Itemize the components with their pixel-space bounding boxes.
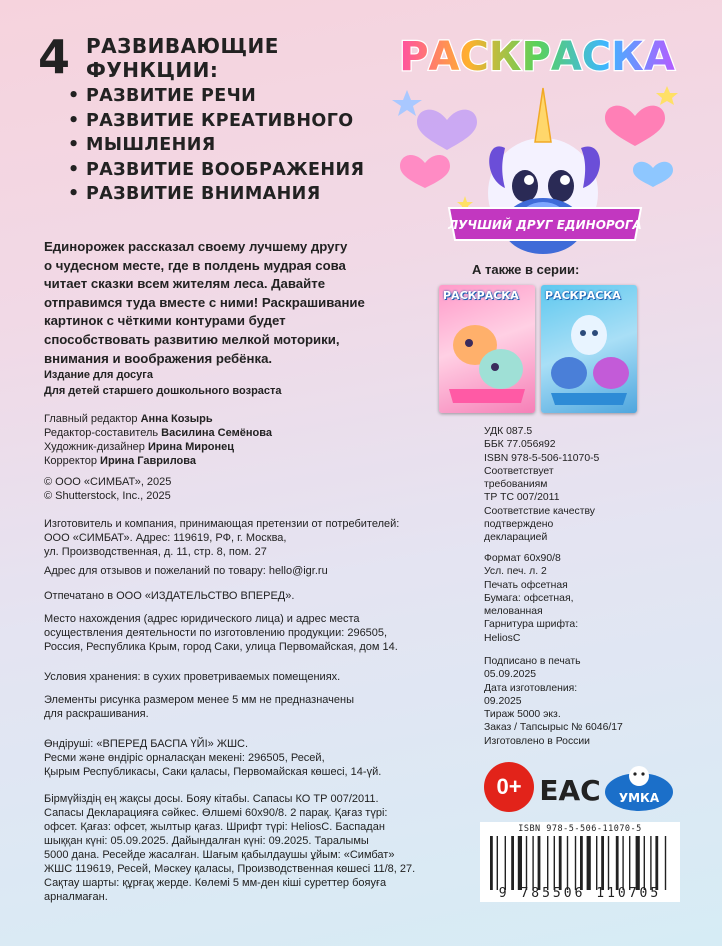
edition-info — [44, 368, 464, 398]
barcode-bar — [616, 836, 619, 890]
brand-text: УМКА — [618, 791, 660, 805]
description-line: внимания и воображения ребёнка. — [44, 350, 273, 366]
tech-line: Гарнитура шрифта: — [484, 619, 579, 631]
kazakh-line: арналмаған. — [44, 891, 108, 903]
credit-name: Василина Семёнова — [161, 427, 272, 439]
copyright — [44, 475, 464, 503]
tech-line: HeliosC — [484, 632, 521, 644]
pony-illustration — [439, 285, 535, 413]
manufacturer-line: ул. Производственная, д. 11, стр. 8, пом. 27 — [44, 546, 267, 558]
tech-line: ТР ТС 007/2011 — [484, 492, 560, 504]
tech-line: подтверждено — [484, 519, 554, 531]
function-item-continuation — [66, 133, 364, 158]
barcode-bar — [601, 836, 604, 890]
function-item: • РАЗВИТИЕ ВООБРАЖЕНИЯ — [66, 158, 364, 183]
tech-line: Заказ / Тапсырыс № 6046/17 — [484, 722, 623, 734]
kazakh-line: Сапасы Декларацияға сәйкес. Өлшемі 60х90/8. 2 парақ. Қағаз түрі: — [44, 807, 388, 819]
functions-title — [86, 34, 286, 82]
tech-line: 05.09.2025 — [484, 669, 537, 681]
tech-line: требованиям — [484, 479, 548, 491]
description-line: читает сказки всем жителям леса. Давайте — [44, 276, 326, 292]
tech-line: ISBN 978-5-506-11070-5 — [484, 452, 600, 464]
function-item-text: МЫШЛЕНИЯ — [86, 135, 216, 155]
age-rating-badge: 0+ — [484, 762, 534, 812]
barcode-bar — [532, 836, 533, 890]
barcode-bar — [554, 836, 555, 890]
barcode-digits: 9 785506 110705 — [498, 886, 662, 901]
manufacturer-line: ООО «СИМБАТ». Адрес: 119619, РФ, г. Москва, — [44, 532, 287, 544]
certification-badges — [484, 762, 684, 814]
barcode-bar — [596, 836, 597, 890]
kazakh-product-info — [44, 792, 464, 904]
barcode — [480, 822, 680, 902]
barcode-bar — [505, 836, 506, 890]
barcode-bar — [490, 836, 493, 890]
princess-illustration — [541, 285, 637, 413]
barcode-bar — [518, 836, 522, 890]
functions-count: 4 — [38, 30, 71, 84]
barcode-bar — [622, 836, 623, 890]
barcode-bar — [608, 836, 609, 890]
credit-role: Корректор — [44, 455, 97, 467]
credit-row — [44, 426, 464, 440]
function-item: • РАЗВИТИЕ РЕЧИ — [66, 84, 364, 109]
credit-row — [44, 454, 464, 468]
series-book-cover — [439, 285, 535, 413]
kazakh-line: Сақтау шарты: құрғақ жерде. Көлемі 5 мм-ден кіші суреттер бояуға — [44, 877, 387, 889]
barcode-bar — [559, 836, 562, 890]
edition-line: Издание для досуга — [44, 369, 153, 381]
barcode-bar — [665, 836, 666, 890]
location-line: осуществления деятельности по изготовлению продукции: 296505, — [44, 627, 388, 639]
production-location — [44, 612, 464, 654]
tech-block-3 — [484, 655, 674, 748]
kazakh-line: офсет. Қағаз: офсет, жылтыр қағаз. Шрифт түрі: HeliosC. Баспадан — [44, 821, 385, 833]
logo-text: РАСКРАСКА — [399, 34, 675, 80]
manufacturer-info — [44, 517, 464, 559]
subtitle-banner-text: ЛУЧШИЙ ДРУГ ЕДИНОРОГА — [448, 218, 642, 232]
tech-line: декларацией — [484, 532, 548, 544]
kazakh-line: Қырым Республикасы, Саки қаласы, Первомайская көшесі, 14-үй. — [44, 766, 382, 778]
barcode-bar — [655, 836, 658, 890]
storage-conditions: Условия хранения: в сухих проветриваемых помещениях. — [44, 671, 341, 683]
manufacturer-line: Изготовитель и компания, принимающая претензии от потребителей: — [44, 518, 400, 530]
credit-row — [44, 440, 464, 454]
barcode-bar — [497, 836, 498, 890]
functions-title-line: ФУНКЦИИ: — [86, 58, 219, 82]
location-line: Место нахождения (адрес юридического лица) и адрес места — [44, 613, 360, 625]
tech-line: Соответствие качеству — [484, 505, 595, 517]
tech-block-1 — [484, 425, 674, 545]
feedback-address: Адрес для отзывов и пожеланий по товару: hello@igr.ru — [44, 565, 328, 577]
barcode-bar — [644, 836, 645, 890]
barcode-bar — [629, 836, 630, 890]
tech-line: Изготовлено в России — [484, 735, 590, 747]
tech-line: Тираж 5000 экз. — [484, 709, 561, 721]
kazakh-line: Ресми және өндіріс орналасқан мекені: 296505, Ресей, — [44, 752, 325, 764]
kazakh-line: шыққан күні: 05.09.2025. Дайындалған күні: 09.2025. Таралымы — [44, 835, 369, 847]
description-line: отправимся туда вместе с ними! Раскрашивание — [44, 294, 365, 310]
tech-line: 09.2025 — [484, 695, 522, 707]
tech-line: Бумага: офсетная, — [484, 592, 574, 604]
functions-title-line: РАЗВИВАЮЩИЕ — [86, 34, 279, 58]
description-line: Единорожек рассказал своему лучшему другу — [44, 239, 348, 254]
kazakh-manufacturer — [44, 737, 464, 779]
description-line: картинок с чёткими контурами будет — [44, 313, 286, 329]
description-line: о чудесном месте, где в полдень мудрая сова — [44, 257, 346, 273]
tech-line: Формат 60х90/8 — [484, 553, 561, 564]
description-line: способствовать развитию мелкой моторики, — [44, 331, 340, 347]
barcode-bar — [650, 836, 651, 890]
kazakh-line: Өндіруші: «ВПЕРЕД БАСПА ҮЙІ» ЖШС. — [44, 738, 249, 750]
tech-line: Печать офсетная — [484, 579, 568, 591]
barcode-bar — [547, 836, 548, 890]
function-item: • РАЗВИТИЕ КРЕАТИВНОГО — [66, 109, 364, 134]
credit-role: Редактор-составитель — [44, 427, 159, 439]
elements-note-line: Элементы рисунка размером менее 5 мм не предназначены — [44, 694, 354, 706]
tech-line: Усл. печ. л. 2 — [484, 566, 547, 578]
tech-line: Соответствует — [484, 465, 554, 477]
credit-row — [44, 412, 464, 426]
kazakh-line: 5000 дана. Ресейде жасалған. Шағым қабылдаушы ұйым: «Симбат» — [44, 849, 395, 861]
credit-role: Главный редактор — [44, 413, 138, 425]
credit-name: Ирина Миронец — [147, 441, 235, 453]
tech-line: ББК 77.056я92 — [484, 439, 556, 451]
credit-name: Анна Козырь — [140, 413, 213, 425]
copyright-line: © ООО «СИМБАТ», 2025 — [44, 476, 172, 488]
barcode-bar — [636, 836, 640, 890]
barcode-bar — [580, 836, 583, 890]
kazakh-line: ЖШС 119619, Ресей, Мәскеу қаласы, Производственная көшесі 11/8, 27. — [44, 863, 416, 875]
unicorn-illustration — [395, 68, 690, 273]
elements-note-line: для раскрашивания. — [44, 708, 149, 720]
printed-by: Отпечатано в ООО «ИЗДАТЕЛЬСТВО ВПЕРЕД». — [44, 590, 295, 602]
tech-line: Дата изготовления: — [484, 682, 578, 694]
barcode-bar — [538, 836, 541, 890]
function-item: • РАЗВИТИЕ ВНИМАНИЯ — [66, 182, 364, 207]
kazakh-line: Бірмүйіздің ең жақсы досы. Бояу кітабы. Сапасы КО ТР 007/2011. — [44, 793, 379, 805]
barcode-bar — [575, 836, 576, 890]
eac-text: EAC — [539, 774, 601, 807]
umka-logo — [604, 764, 674, 812]
series-book-title: РАСКРАСКА — [545, 289, 621, 302]
functions-list — [66, 84, 364, 207]
edition-line: Для детей старшего дошкольного возраста — [44, 385, 282, 397]
tech-line: УДК 087.5 — [484, 426, 533, 437]
credits — [44, 412, 464, 468]
barcode-bar — [511, 836, 514, 890]
book-description — [44, 238, 434, 368]
tech-line: мелованная — [484, 606, 543, 618]
barcode-bar — [526, 836, 527, 890]
elements-note — [44, 693, 464, 721]
series-label: А также в серии: — [472, 262, 580, 277]
tech-line: Подписано в печать — [484, 656, 581, 667]
location-line: Россия, Республика Крым, город Саки, улица Первомайская, дом 14. — [44, 641, 398, 653]
tech-block-2 — [484, 552, 674, 645]
barcode-bars — [480, 836, 680, 892]
series-book-title: РАСКРАСКА — [443, 289, 519, 302]
barcode-bar — [587, 836, 591, 890]
eac-mark-icon — [539, 770, 601, 807]
copyright-line: © Shutterstock, Inc., 2025 — [44, 490, 171, 502]
credit-name: Ирина Гаврилова — [100, 455, 196, 467]
barcode-isbn: ISBN 978-5-506-11070-5 — [518, 824, 642, 834]
series-book-cover — [541, 285, 637, 413]
credit-role: Художник-дизайнер — [44, 441, 145, 453]
barcode-bar — [567, 836, 568, 890]
